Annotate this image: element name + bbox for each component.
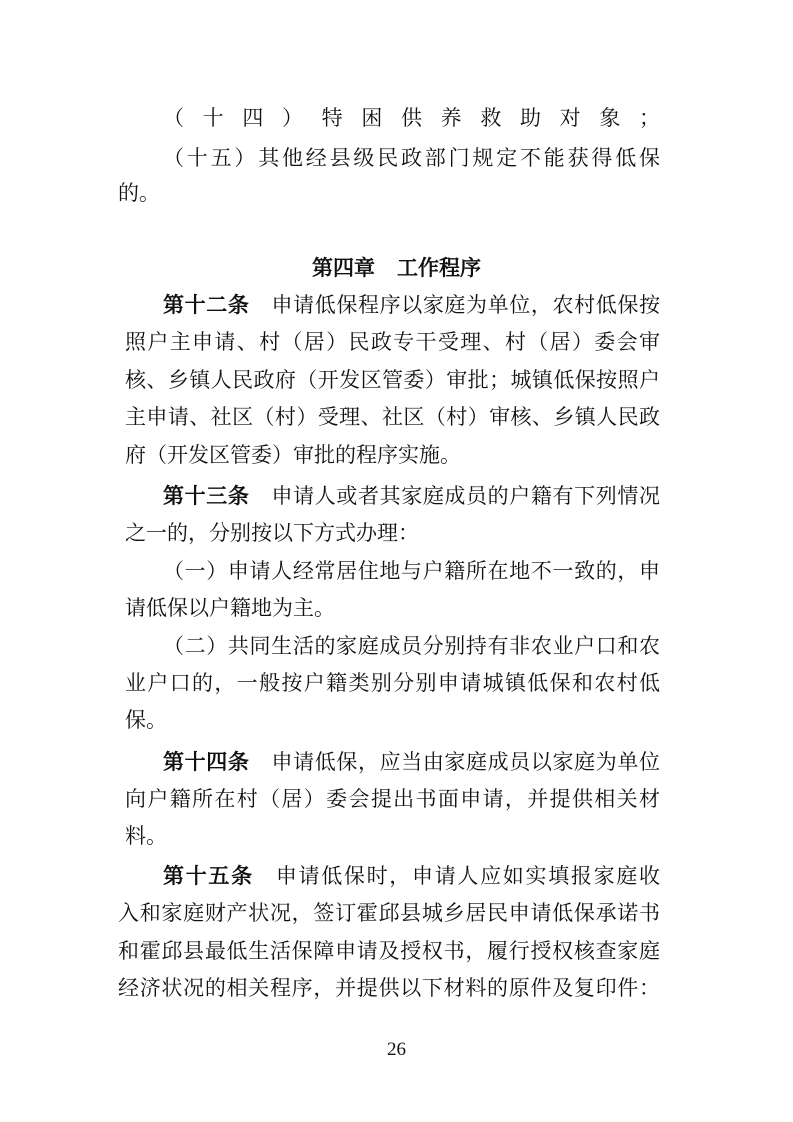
list-item-2-cont: 保。 (125, 708, 167, 732)
chapter-title: 工作程序 (397, 255, 481, 280)
article-text: 之一的，分别按以下方式办理： (125, 521, 419, 545)
article-text: 向户籍所在村（居）委会提出书面申请，并提供相关材 (125, 787, 660, 811)
article-text: 申请低保时，申请人应如实填报家庭收 (275, 864, 661, 888)
article-label: 第十五条 (163, 863, 254, 888)
list-item-15-cont: 的。 (118, 181, 160, 205)
article-text: 经济状况的相关程序，并提供以下材料的原件及复印件： (118, 976, 660, 1000)
article-label: 第十四条 (163, 749, 250, 774)
article-text: 入和家庭财产状况，签订霍邱县城乡居民申请低保承诺书 (118, 901, 660, 925)
article-label: 第十二条 (163, 292, 250, 317)
list-item-1: （一）申请人经常居住地与户籍所在地不一致的，申 (163, 559, 660, 583)
list-item-1-cont: 请低保以户籍地为主。 (125, 596, 335, 620)
article-text: 府（开发区管委）审批的程序实施。 (125, 443, 461, 467)
list-item-14: （十四）特困供养救助对象； (163, 106, 660, 130)
article-label: 第十三条 (163, 483, 250, 508)
article-text: 申请低保程序以家庭为单位，农村低保按 (271, 293, 661, 317)
chapter-number: 第四章 (312, 255, 375, 280)
list-item-15: （十五）其他经县级民政部门规定不能获得低保 (163, 146, 660, 170)
list-item-2-cont: 业户口的，一般按户籍类别分别申请城镇低保和农村低 (125, 671, 660, 695)
article-text: 和霍邱县最低生活保障申请及授权书，履行授权核查家庭 (118, 939, 660, 963)
list-item-2: （二）共同生活的家庭成员分别持有非农业户口和农 (163, 634, 660, 658)
article-text: 主申请、社区（村）受理、社区（村）审核、乡镇人民政 (125, 405, 660, 429)
article-13 (163, 477, 660, 515)
article-14 (163, 743, 660, 781)
page-number: 26 (387, 1039, 406, 1060)
article-text: 照户主申请、村（居）民政专干受理、村（居）委会审 (125, 330, 660, 354)
article-text: 料。 (125, 824, 167, 848)
article-text: 申请低保，应当由家庭成员以家庭为单位 (271, 750, 661, 774)
article-15 (163, 857, 660, 895)
article-text: 申请人或者其家庭成员的户籍有下列情况 (271, 484, 661, 508)
article-12 (163, 286, 660, 324)
chapter-heading (0, 249, 793, 287)
article-text: 核、乡镇人民政府（开发区管委）审批；城镇低保按照户 (125, 368, 660, 392)
